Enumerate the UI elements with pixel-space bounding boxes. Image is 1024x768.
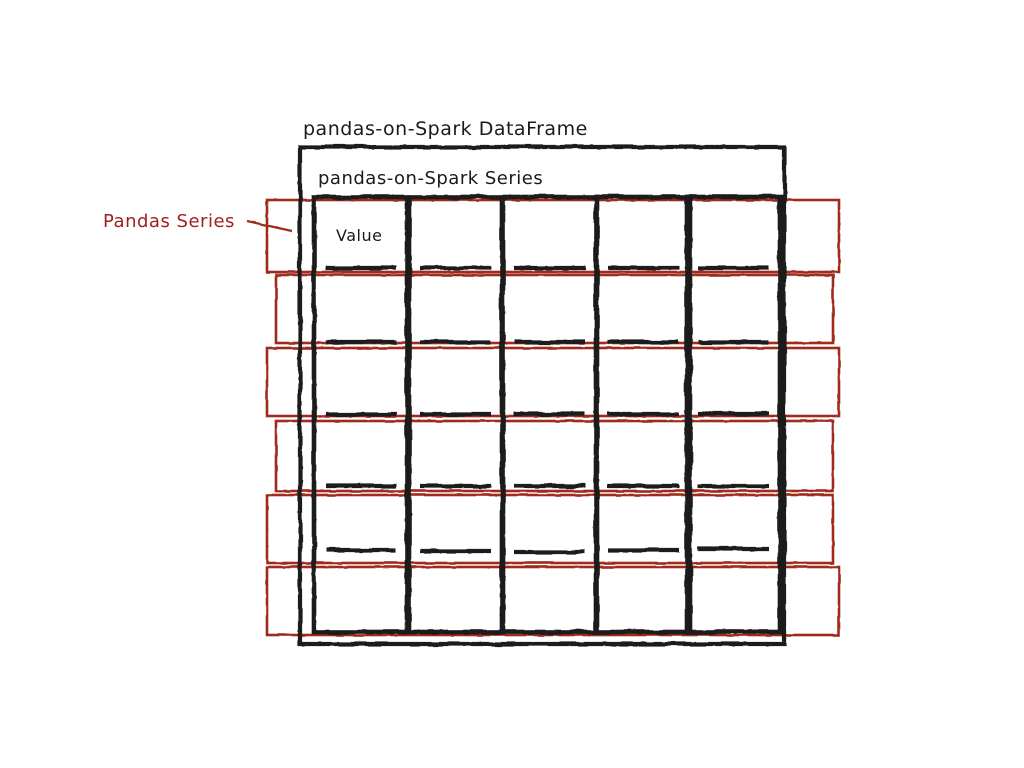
pandas-series-row-4 <box>276 421 833 491</box>
pandas-series-row-3 <box>267 348 839 416</box>
dataframe-title-label: pandas-on-Spark DataFrame <box>303 118 588 140</box>
pandas-series-row-6 <box>267 567 839 635</box>
dataframe-outer-box <box>300 147 784 644</box>
spark-series-title-label: pandas-on-Spark Series <box>318 168 544 189</box>
pandas-series-leader-line <box>247 221 292 231</box>
cell-value-label: Value <box>336 226 383 245</box>
pandas-series-row-boxes <box>267 200 839 635</box>
cell-dividers <box>326 268 769 552</box>
pandas-series-row-2 <box>276 275 833 343</box>
pandas-series-title-label: Pandas Series <box>103 211 235 232</box>
